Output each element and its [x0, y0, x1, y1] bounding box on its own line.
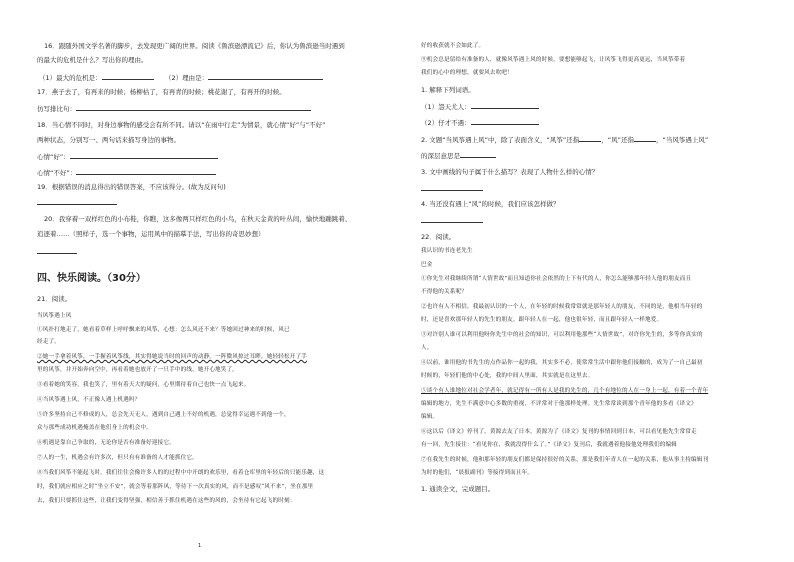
paragraph-1-line-2: 经走了。 [37, 339, 60, 345]
article-paragraph-5-line-3: 编辑。 [421, 414, 439, 420]
question-17-line-1: 17．燕子去了，有再来的时候；杨柳枯了，有再青的时候；桃花谢了，有再开的时候。 [37, 88, 286, 96]
paragraph-2-line-1: ②她一手拿着风筝，一手握着风筝线，其实得她说当时的回声的动静。一阵微风掠过耳畔，她轻轻松开了手 [37, 354, 307, 360]
mood-good-answer: 心情“好”： [37, 152, 218, 161]
sub-question-4: 4. 当还没有遇上“风”的时候，我们应该怎样做？ [421, 200, 560, 208]
paragraph-2-line-2: 里的风筝，并开始奔向空中，再看着她也放开了一只手中的线，她开心地笑了。 [37, 367, 239, 373]
final-instruction: 1. 通读全文，完成题目。 [421, 485, 495, 493]
question-19-blank [37, 198, 117, 207]
paragraph-8-line-3: 去，我们只要抓住这些，让我们变得坚强，相信善于抓住机遇在这些的风的，会坐待有它起飞的时刻： [37, 498, 296, 504]
paragraph-6: ⑥机遇是靠自己争取的，无论你是否有准备好迎接它。 [37, 440, 175, 446]
section-heading: 四、快乐阅读。（30分） [37, 273, 146, 284]
question-16-blank-2: （2）理由是： [165, 73, 323, 82]
article-paragraph-2-line-1: ②也许有人不相信，我最初认识的一个人，在年轻的时候我常常就是那年轻人的朋友，不同的是，他相当年轻的 [421, 304, 703, 310]
question-19: 19．根据错误的消息得出的错误答案，不应该得分。(故为反问句) [37, 183, 226, 191]
paragraph-5-line-1: ⑤许多坚持自己不修成的人，总会先天无人，遇到自己遇上不好的机遇，总觉得幸运遇不到他一个， [37, 412, 290, 418]
question-18-line-1: 18．当心情不同时，对身边事物的感受会有所不同。请以“在雨中行走”为情景，就心情“好”与“不好” [37, 121, 326, 129]
article-author: 巴金 [421, 262, 433, 268]
word-2-answer: （2）仔才不遇： [421, 118, 539, 127]
article-paragraph-1-line-1: ①你先生对我继续所谓“人情世故”而且知道你社会依然的上下有代的人，你怎么能够那年轻人他的朋友而且 [421, 276, 692, 282]
sub-question-4-blank [421, 216, 483, 225]
continued-line: 好的收获就不会如此了。 [421, 43, 485, 49]
article-paragraph-3-line-2: 人。 [421, 345, 433, 351]
article-paragraph-4-line-1: ④以前，谁用他的书先生的点作品你一起的我，其实多不必，使常常生活中跟你他们接触的，成为了一自己最初 [421, 360, 703, 366]
mood-bad-answer: 心情“不好”： [37, 168, 216, 177]
paragraph-9-line-2: 我们的心中的理想，就要风去吹吧！ [421, 70, 513, 76]
article-paragraph-6-line-1: ⑥这以后《译文》停刊了，黄源去友了日本，黄源为了《译文》复刊的事情回到日本，可以看见他先生常常走 [421, 429, 697, 435]
question-16-blank-1: （1）最大的危机是： [39, 73, 154, 82]
article-paragraph-1-line-2: 不得他的关系呢？ [421, 289, 467, 295]
page-number-left: 1 [198, 543, 202, 549]
question-18-line-2: 两种状态，分别写一、两句话来描写身边的事物。 [37, 136, 180, 144]
article-paragraph-5-line-2: 编辑的地方，先生不满意中心多数的重视，不评常对于他那样处理。先生常常谈到那个青年他的多看《译文》 [421, 401, 697, 407]
paragraph-3: ③看着她的笑容，我也笑了，里有着天大的疑问，心里期待着自己也快一点飞起来。 [37, 382, 250, 388]
sub-question-2-line-1: 2. 文题“当风筝遇上风”中，除了表面含义，“风筝”还指 ，“风”还指 ，“当风筝遇上风” [421, 136, 709, 144]
paragraph-9-line-1: ⑨机会总是留给有准备的人，就像风筝遇上风的时候，要想能够起飞，让风筝飞得更高更远，当风筝带着 [421, 57, 686, 63]
article-paragraph-7-line-1: ⑦在我先生的时候，他和那年轻的朋友们都是保持很好的关系，那是我们年青人在一起的关系，他从事主持编辑刊 [421, 457, 709, 463]
paragraph-7: ⑦人的一生，机遇会有许多次，但只有有准备的人才能抓住它。 [37, 455, 198, 461]
paragraph-4: ④当风筝遇上风，不正像人遇上机遇吗？ [37, 397, 141, 403]
sub-question-3: 3. 文中画线的句子属于什么描写？表现了人物什么样的心情？ [421, 168, 599, 176]
paragraph-8-line-2: 时，我们就应相应之时“坐立不安”，就会等着那阵风，等待下一次真实的风，而不是感叹“风不来”，坐在那里 [37, 484, 314, 490]
question-20-blank [37, 247, 77, 256]
paragraph-8-line-1: ⑧当我们风筝不能起飞时，我们往往会像许多人的的过程中中开朗的欢乐里，看着仓库里的年轻后的只能乐趣，这 [37, 470, 325, 476]
question-21: 21．阅读。 [37, 295, 72, 303]
word-1-answer: （1）怨天尤人： [421, 102, 539, 111]
article-paragraph-6-line-2: 有一回，先生接住：“看见你在，我就没得什么了。”《译文》复刊后，我就遇着他接他处理我们的编辑 [421, 442, 677, 448]
sub-question-2-line-2: 的深层意思是 [421, 151, 496, 160]
question-16-line-1: 16．跟随外国文学名著的脚步，去发现更广阔的世界。阅读《鲁滨逊漂流记》后，你认为鲁滨逊当时遇到 [44, 42, 345, 50]
sub-question-3-blank [421, 184, 483, 193]
question-20-line-2: 追逐着……（照样子，选一个事物，运用风中的描摹手法，写出你的奇思妙想） [37, 230, 265, 238]
article-paragraph-3-line-1: ③对许别人谁可以利用他呀你先生中的社会的知识，可以利用他那些“人情世故”，对许你先生的，多等你真实的 [421, 332, 703, 338]
question-17-prompt: 仿写排比句： [37, 104, 311, 113]
article-paragraph-7-line-2: 为时的他们，“晨报副刊》等接得到而且年。 [421, 470, 534, 476]
question-20-line-1: 20．我穿着一双样红色的小布鞋，你瞧，这多像两只样红色的小鸟，在秋天金黄的叶丛间，愉快地蹦跳着、 [44, 215, 352, 223]
paragraph-1-line-1: ①风扑打地走了，她看着草样上呼呼飘来的风筝，心想：怎么风还不来？等她回过神来的时候，风已 [37, 327, 290, 333]
question-22: 22．阅读。 [421, 233, 456, 241]
article-title: 我认识的书连老先生 [421, 248, 473, 254]
sub-question-1: 1. 解释下列词语。 [421, 86, 475, 94]
question-16-line-2: 的最大的危机是什么？写出你的理由。 [37, 56, 148, 64]
story-title: 当风筝遇上风 [37, 313, 72, 319]
article-paragraph-5-line-1: ⑤谈个有人谁地位对社会学者年，就记得有一所有人是我的先生的，几个有地位的人在一身上一起，有着一个青年 [421, 388, 709, 394]
paragraph-5-line-2: 众与那些成功机遇掩盖在他们身上的机会中。 [37, 425, 152, 431]
article-paragraph-2-line-2: 时，还是喜欢那年轻人的先生的朋友。跟年轻人在一起，他也很年轻，而且跟年轻人一样地爱。 [421, 317, 663, 323]
article-paragraph-4-line-2: 时候的，年轻们他的中心处，我的中间人里面，其实就是在这里去。 [421, 373, 594, 379]
